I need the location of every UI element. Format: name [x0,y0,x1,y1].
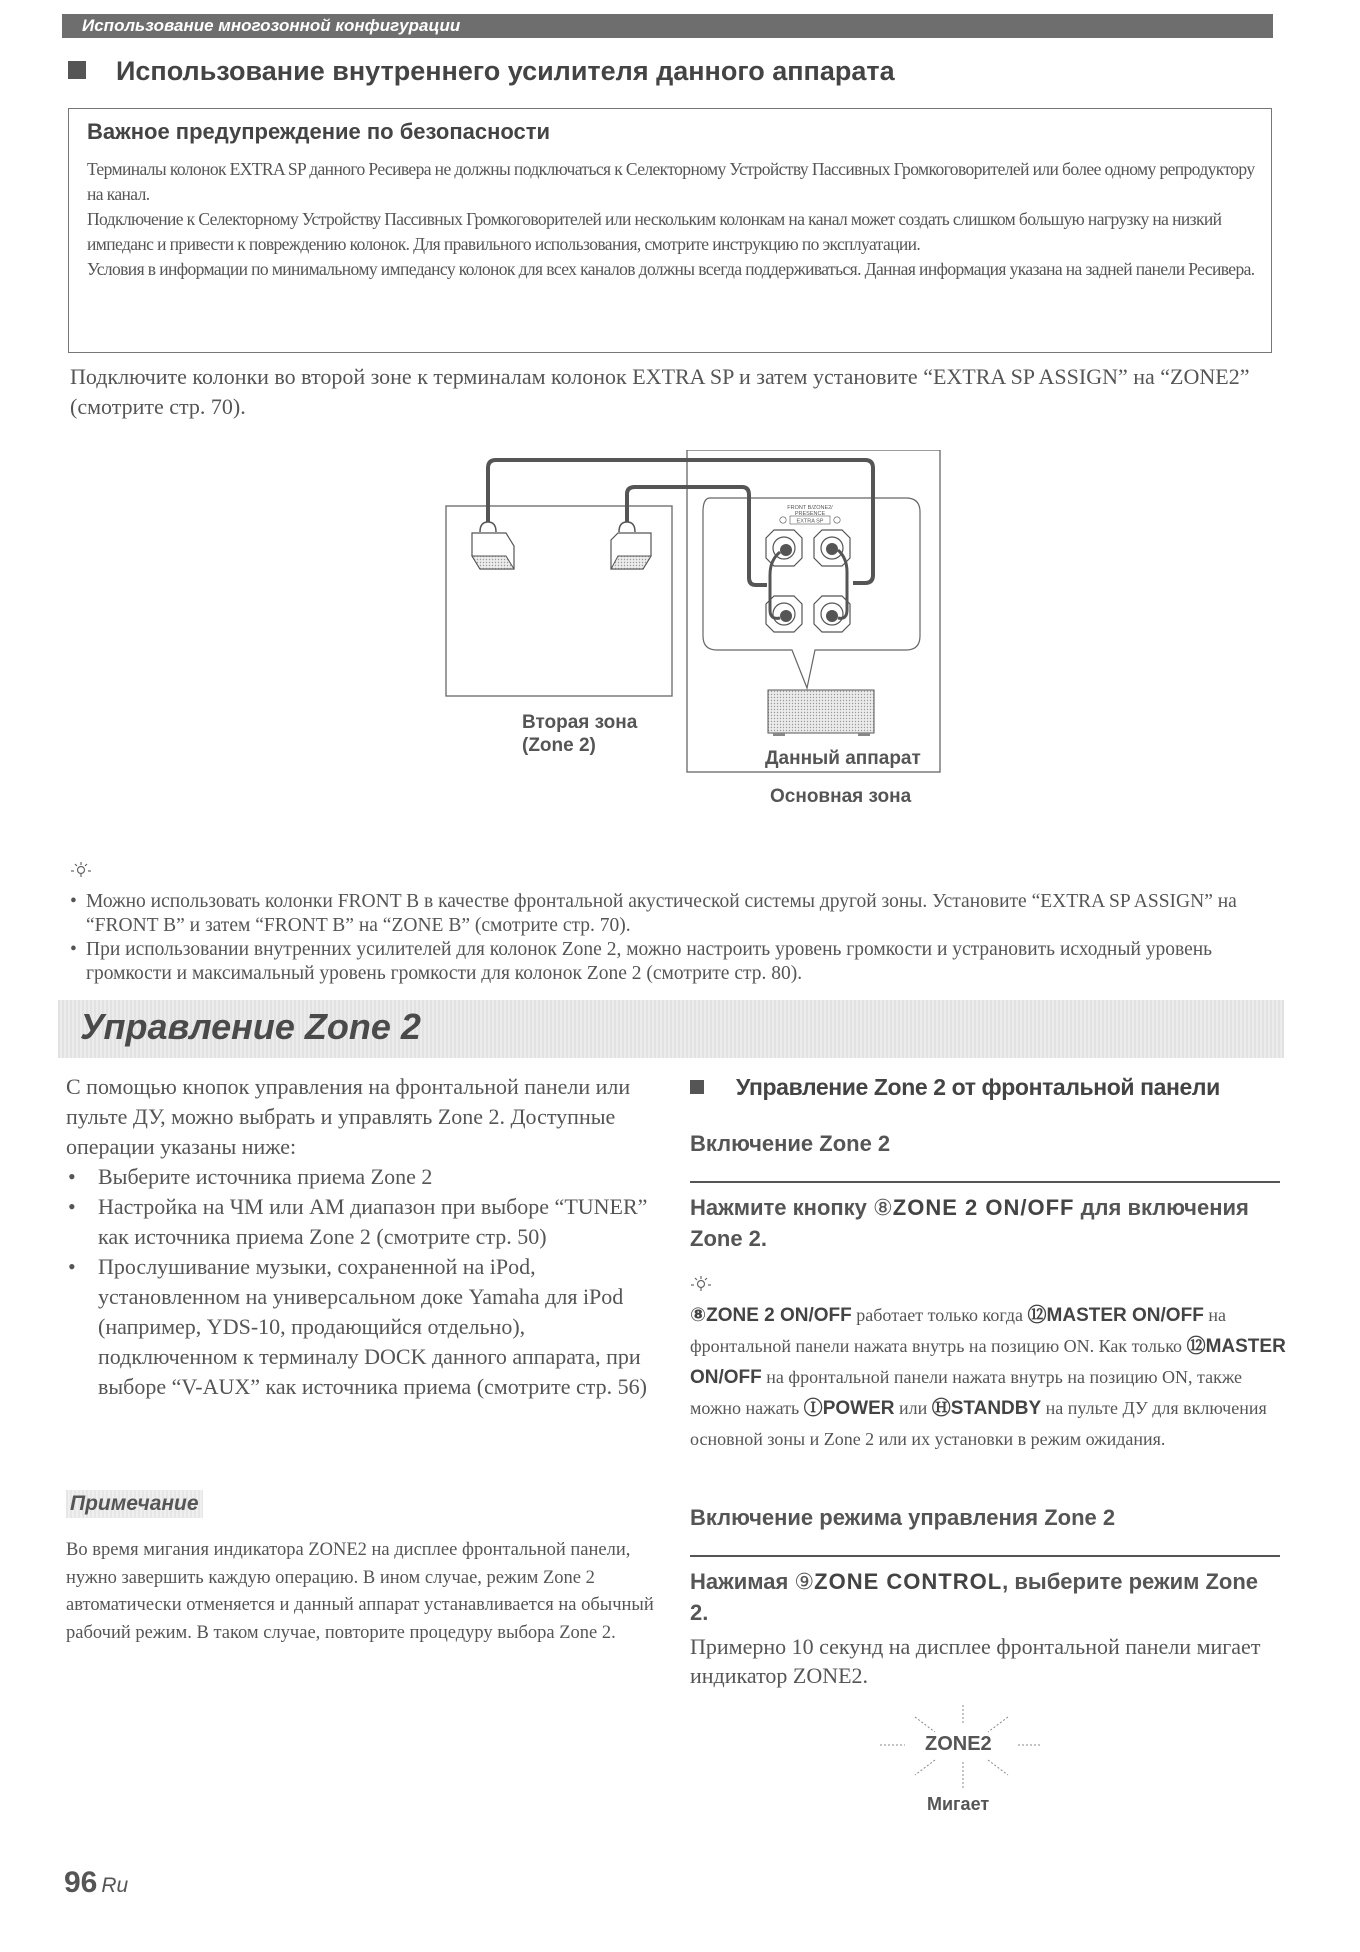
warning-paragraph: Терминалы колонок EXTRA SP данного Ресивера не должны подключаться к Селекторному Устройству Пассивных Громкоговорителей или более одному репродуктору на канал. [87,159,1255,204]
button-number-8-icon: ⑧ [873,1195,893,1220]
running-header [62,14,1273,38]
tip-item: • Можно использовать колонки FRONT B в качестве фронтальной акустической системы другой зоны. Установите “EXTRA SP ASSIGN” на “FRONT B” и затем “FRONT B” на “ZONE B” (смотрите стр. 70). [70,890,1300,938]
blink-rays-icon [880,1700,1080,1850]
running-header-title: Использование многозонной конфигурации [82,16,461,35]
zone2-tip: ⑧ZONE 2 ON/OFF работает только когда ⑫MASTER ON/OFF на фронтальной панели нажата внутрь на позицию ON. Как только ⑫MASTER ON/OFF на фронтальной панели нажата внутрь на позицию ON, также можно нажать ⒾPOWER или ⒽSTANDBY на пульте ДУ для включения основной зоны и Zone 2 или их установки в режим ожидания. [690,1305,1286,1449]
square-bullet-icon [690,1080,704,1094]
connection-instruction: Подключите колонки во второй зоне к терминалам колонок EXTRA SP и затем установите “EXTRA SP ASSIGN” на “ZONE2” (смотрите стр. 70). [70,364,1250,419]
subheading-control-mode: Включение режима управления Zone 2 [690,1505,1116,1530]
zone2-label-sub: (Zone 2) [522,735,596,756]
tip-item: • При использовании внутренних усилителей для колонок Zone 2, можно настроить уровень громкости и устрановить исходный уровень громкости и максимальный уровень громкости для колонок Zone 2 (смотрите стр. 80). [70,938,1300,986]
zone2-blink-indicator [880,1700,1080,1850]
wiring-diagram-graphic [440,450,1000,830]
speaker-left-icon [472,522,514,569]
section-banner [58,1000,1284,1058]
safety-warning-box [68,108,1272,353]
svg-text:FRONT B/ZONE2/: FRONT B/ZONE2/ [787,505,833,511]
lightbulb-tip-icon [690,1276,1280,1297]
warning-paragraph: Подключение к Селекторному Устройству Пассивных Громкоговорителей или нескольким колонкам на канал может создать слишком большую нагрузку на низкий импеданс и привести к повреждению колонок. Для правильного использования, смотрите инструкцию по эксплуатации. [87,209,1222,254]
front-panel-heading: Управление Zone 2 от фронтальной панели [690,1074,1280,1101]
zone2-indicator-text: ZONE2 [925,1733,992,1755]
warning-title: Важное предупреждение по безопасности [87,119,551,144]
svg-text:EXTRA SP: EXTRA SP [796,518,824,525]
intro-paragraph: С помощью кнопок управления на фронтальной панели или пульте ДУ, можно выбрать и управлять Zone 2. Доступные операции указаны ниже: [66,1074,631,1159]
blinking-caption: Мигает [927,1794,990,1814]
zone-control-key: ZONE CONTROL [814,1569,1003,1594]
page-number: 96 Ru [64,1866,129,1899]
button-number-9-icon: ⑨ [794,1569,815,1594]
step-instruction: Нажмите кнопку ⑧ZONE 2 ON/OFF для включения Zone 2. [690,1195,1249,1251]
main-zone-label: Основная зона [770,786,912,807]
operation-item: • Настройка на ЧМ или AM диапазон при выборе “TUNER” как источника приема Zone 2 (смотрите стр. 50) [66,1192,656,1252]
zone2-wiring-diagram [440,450,1000,830]
speaker-right-icon [611,522,651,569]
warning-paragraph: Условия в информации по минимальному импедансу колонок для всех каналов должны всегда поддерживаться. Данная информация указана на задней панели Ресивера. [87,259,1255,279]
section-heading [68,56,895,87]
zone2-intro [66,1072,656,1402]
tips-block [70,860,1300,986]
unit-label: Данный аппарат [765,748,921,769]
language-code: Ru [101,1874,129,1897]
step-description: Примерно 10 секунд на дисплее фронтальной панели мигает индикатор ZONE2. [690,1634,1261,1688]
warning-body [87,157,1257,282]
subheading-power-on: Включение Zone 2 [690,1131,891,1156]
divider [690,1181,1280,1183]
zone2-label: Вторая зона [522,712,638,733]
divider [690,1555,1280,1557]
zone2-onoff-key: ZONE 2 ON/OFF [892,1195,1075,1220]
note-heading: Примечание [66,1490,203,1518]
section-banner-title: Управление Zone 2 [80,1006,421,1047]
section-heading-text: Использование внутреннего усилителя данного аппарата [116,56,895,86]
svg-text:PRESENCE: PRESENCE [794,511,826,517]
receiver-unit-icon [768,690,874,736]
square-bullet-icon [68,61,86,79]
operation-item: • Выберите источника приема Zone 2 [66,1162,656,1192]
lightbulb-tip-icon [70,860,1300,884]
operation-item: • Прослушивание музыки, сохраненной на iPod, установленном на универсальном доке Yamaha для iPod (например, YDS-10, продающийся отдельно), подключенном к терминалу DOCK данного аппарата, при выборе “V-AUX” как источника приема (смотрите стр. 56) [66,1252,656,1402]
step-instruction: Нажимая ⑨ZONE CONTROL, выберите режим Zone 2. [690,1569,1259,1625]
note-body: Во время мигания индикатора ZONE2 на дисплее фронтальной панели, нужно завершить каждую операцию. В ином случае, режим Zone 2 автоматически отменяется и данный аппарат устанавливается на обычный рабочий режим. В таком случае, повторите процедуру выбора Zone 2. [66,1540,654,1643]
